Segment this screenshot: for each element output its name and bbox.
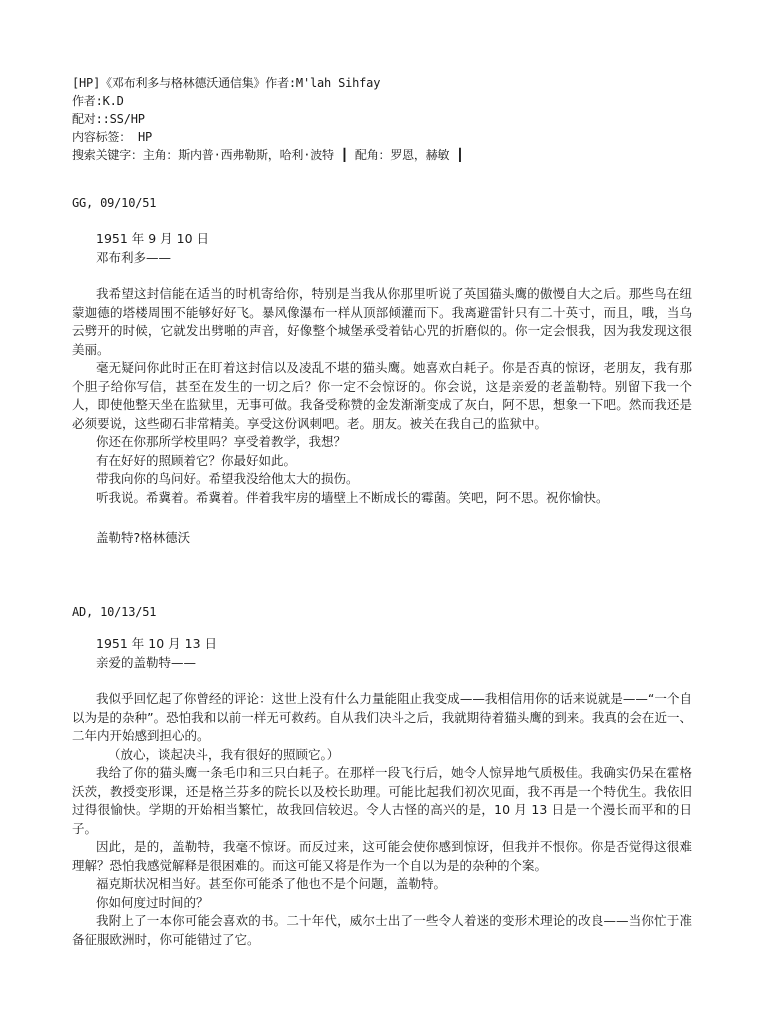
letter1-body [72,285,692,507]
tags-line: 内容标签： HP [72,130,153,144]
letter2-paragraph: 你如何度过时间的？ [96,894,209,910]
letter2-paragraph: 因此，是的，盖勒特，我毫不惊讶。而反过来，这可能会使你感到惊讶，但我并不恨你。你是否觉得这很难理解？恐怕我感觉解释是很困难的。而这可能又将是作为一个自以为是的杂种的个案。 [72,839,692,873]
letter1-line: 带我向你的鸟问好。希望我没给他太大的损伤。 [96,471,359,486]
keywords-line: 搜索关键字：主角：斯内普·西弗勒斯，哈利·波特 ┃ 配角：罗恩，赫敏 ┃ [72,148,464,162]
letter2-heading [72,634,716,672]
letter1-line: 听我说。希冀着。希冀着。伴着我牢房的墙壁上不断成长的霉菌。笑吧，阿不思。祝你愉快。 [96,489,609,505]
pairing-line: 配对::SS/HP [72,112,145,126]
letter2-paragraph: 我给了你的猫头鹰一条毛巾和三只白耗子。在那样一段飞行后，她令人惊异地气质极佳。我确实仍呆在霍格沃茨，教授变形课，还是格兰芬多的院长以及校长助理。可能比起我们初次见面，我不再是一个特优生。我依旧过得很愉快。学期的开始相当繁忙，故我回信较迟。令人古怪的高兴的是，10 月 13 日是一个漫长而平和的日子。 [72,765,692,836]
letter2-date: 1951 年 10 月 13 日 [96,636,217,651]
author-line: 作者:K.D [72,94,124,108]
letter2-paragraph: 我似乎回忆起了你曾经的评论：这世上没有什么力量能阻止我变成——我相信用你的话来说就是——“一个自以为是的杂种”。恐怕我和以前一样无可救药。自从我们决斗之后，我就期待着猫头鹰的到来。我真的会在近一、二年内开始感到担心的。 [72,691,692,743]
letter1-salutation: 邓布利多—— [96,250,172,265]
document-title: [HP]《邓布利多与格林德沃通信集》作者:M'lah Sihfay [72,76,381,90]
letter2-paragraph: 我附上了一本你可能会喜欢的书。二十年代，威尔士出了一些令人着迷的变形术理论的改良——当你忙于准备征服欧洲时，你可能错过了它。 [72,913,692,947]
letter1-paragraph: 我希望这封信能在适当的时机寄给你，特别是当我从你那里听说了英国猫头鹰的傲慢自大之后。那些鸟在纽蒙迦德的塔楼周围不能够好好飞。暴风像瀑布一样从顶部倾灌而下。我离避雷针只有二十英寸，而且，哦，当乌云劈开的时候，它就发出劈啪的声音，好像整个城堡承受着钻心咒的折磨似的。你一定会恨我，因为我发现这很美丽。 [72,286,692,357]
letter1-signature: 盖勒特?格林德沃 [96,530,191,545]
letter2-body [72,690,692,949]
letter2-paragraph: 福克斯状况相当好。甚至你可能杀了他也不是个问题，盖勒特。 [96,876,447,891]
letter1-heading [72,229,716,267]
letter1-date: 1951 年 9 月 10 日 [96,231,210,246]
document-header [72,74,463,164]
letter2-salutation: 亲爱的盖勒特—— [96,655,197,670]
letter2-aside: （放心，谈起决斗，我有很好的照顾它。） [108,746,340,762]
letter1-line: 你还在你那所学校里吗？享受着教学，我想？ [96,434,347,449]
letter1-stamp: GG, 09/10/51 [72,196,157,210]
letter2-stamp: AD, 10/13/51 [72,605,157,619]
letter1-paragraph: 毫无疑问你此时正在盯着这封信以及凌乱不堪的猫头鹰。她喜欢白耗子。你是否真的惊讶，老朋友，我有那个胆子给你写信，甚至在发生的一切之后？你一定不会惊讶的。你会说，这是亲爱的老盖勒特。别留下我一个人，即使他整天坐在监狱里，无事可做。我备受称赞的金发渐渐变成了灰白，阿不思，想象一下吧。然而我还是必须要说，这些砌石非常精美。享受这份讽刺吧。老。朋友。被关在我自己的监狱中。 [72,360,692,431]
letter1-line: 有在好好的照顾着它？你最好如此。 [96,452,297,468]
